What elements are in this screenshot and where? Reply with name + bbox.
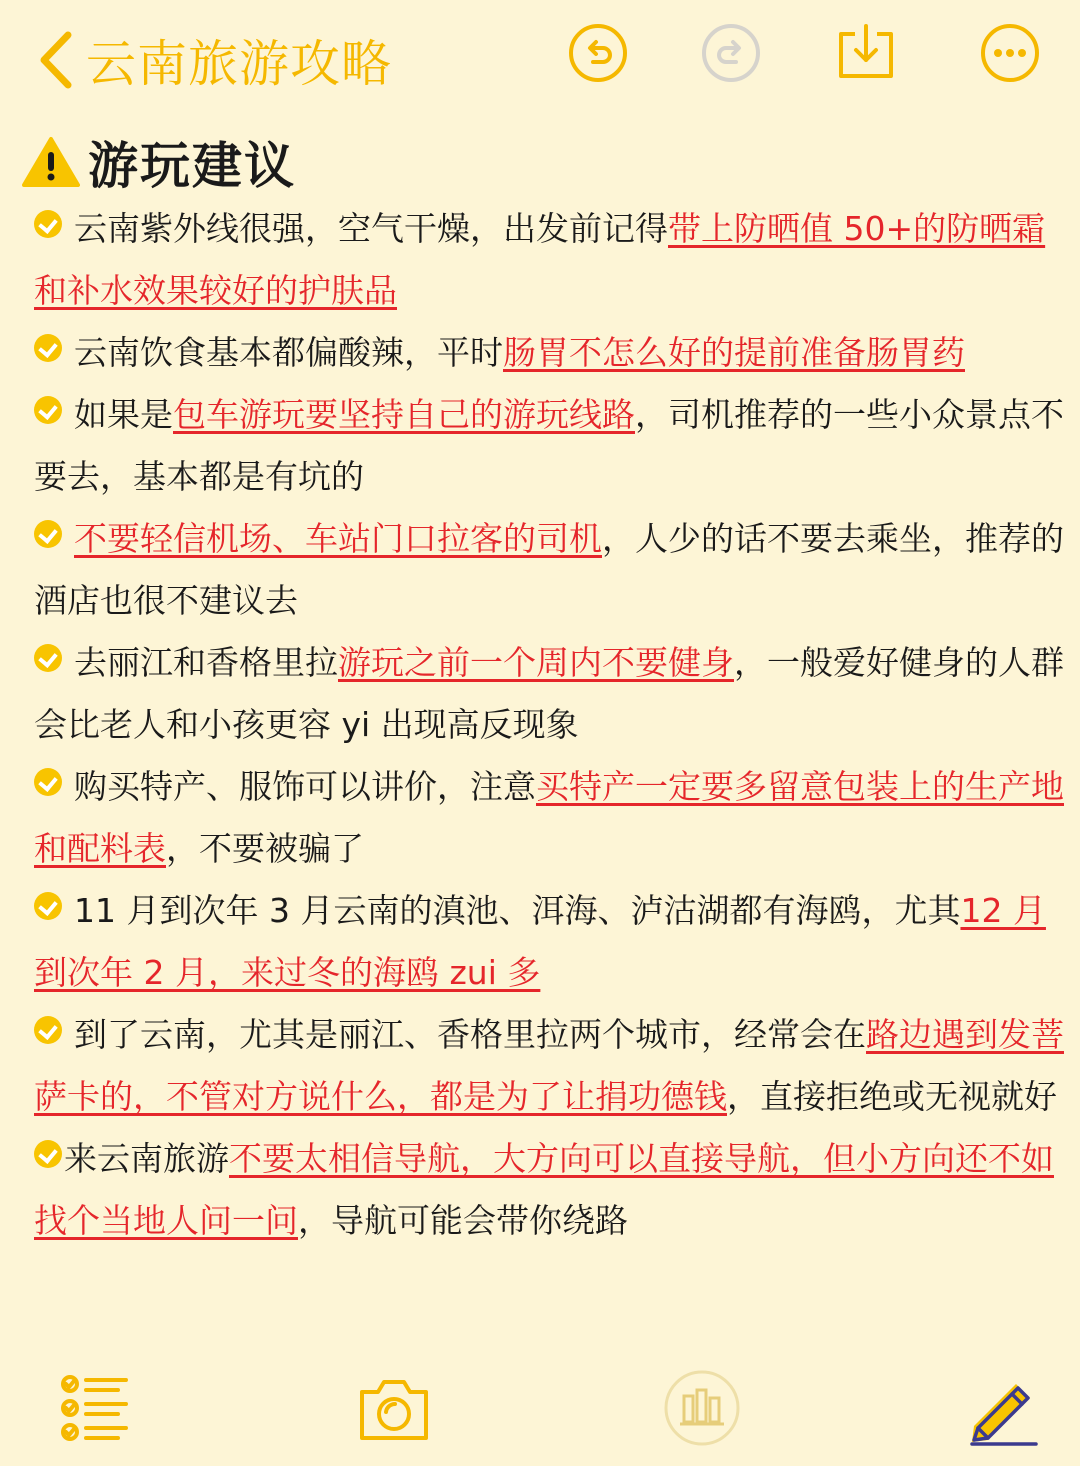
tip-highlight-text: 带上防晒值 50+的防晒霜和补水效果较好的护肤品 (34, 209, 1046, 310)
tip-highlight-text: 游玩之前一个周内不要健身 (338, 643, 734, 682)
check-icon (34, 1016, 62, 1044)
check-icon (34, 210, 62, 238)
toolbox-icon (662, 1368, 742, 1448)
tip-item (34, 880, 1064, 1004)
check-icon (34, 892, 62, 920)
camera-button[interactable] (354, 1368, 434, 1448)
tip-highlight-text: 12 月到次年 2 月，来过冬的海鸥 zui 多 (34, 891, 1046, 992)
tip-item (34, 508, 1064, 632)
more-button[interactable] (979, 22, 1041, 84)
tip-text: 11 月到次年 3 月云南的滇池、洱海、泸沽湖都有海鸥，尤其 (74, 891, 961, 930)
tip-text: 云南紫外线很强，空气干燥，出发前记得 (74, 209, 668, 248)
back-chevron-icon (36, 29, 76, 91)
tip-text: ，司机推荐的一些小众景点不要去，基本都是有坑的 (34, 395, 1064, 496)
checklist-button[interactable] (56, 1368, 136, 1448)
download-button[interactable] (835, 22, 897, 84)
tip-item (34, 198, 1064, 322)
top-toolbar (0, 0, 1080, 118)
warning-icon (22, 136, 80, 188)
tip-text: ，直接拒绝或无视就好 (727, 1077, 1057, 1116)
check-icon (34, 520, 62, 548)
edit-button[interactable] (964, 1368, 1044, 1448)
more-icon (979, 22, 1041, 84)
tip-item (34, 756, 1064, 880)
redo-button[interactable] (700, 22, 762, 84)
edit-pencil-icon (964, 1368, 1044, 1448)
tip-item (34, 1128, 1064, 1252)
tip-highlight-text: 肠胃不怎么好的提前准备肠胃药 (503, 333, 965, 372)
tip-text: ，导航可能会带你绕路 (298, 1201, 628, 1240)
toolbox-button[interactable] (662, 1368, 742, 1448)
download-icon (835, 22, 897, 84)
tip-text: 去丽江和香格里拉 (74, 643, 338, 682)
tip-item (34, 322, 1064, 384)
undo-icon (567, 22, 629, 84)
section-title: 游玩建议 (88, 137, 296, 195)
check-icon (34, 396, 62, 424)
tip-text: ，人少的话不要去乘坐，推荐的酒店也很不建议去 (34, 519, 1064, 620)
section-heading (22, 126, 296, 198)
check-icon (34, 1140, 62, 1168)
check-icon (34, 768, 62, 796)
check-icon (34, 334, 62, 362)
redo-icon (700, 22, 762, 84)
tip-text: 来云南旅游 (64, 1139, 229, 1178)
tip-item (34, 384, 1064, 508)
checklist-icon (56, 1368, 136, 1448)
tip-highlight-text: 买特产一定要多留意包装上的生产地和配料表 (34, 767, 1064, 868)
tip-text: 到了云南，尤其是丽江、香格里拉两个城市，经常会在 (74, 1015, 866, 1054)
undo-button[interactable] (567, 22, 629, 84)
tip-item (34, 632, 1064, 756)
tip-highlight-text: 路边遇到发菩萨卡的，不管对方说什么，都是为了让捐功德钱 (34, 1015, 1064, 1116)
check-icon (34, 644, 62, 672)
tip-highlight-text: 不要轻信机场、车站门口拉客的司机 (74, 519, 602, 558)
tip-highlight-text: 不要太相信导航，大方向可以直接导航，但小方向还不如找个当地人问一问 (34, 1139, 1054, 1240)
tip-text: ，一般爱好健身的人群会比老人和小孩更容 yi 出现高反现象 (34, 643, 1064, 744)
tip-text: ，不要被骗了 (166, 829, 364, 868)
back-button[interactable] (36, 20, 392, 100)
tips-list (34, 198, 1064, 1252)
tip-text: 购买特产、服饰可以讲价，注意 (74, 767, 536, 806)
bottom-toolbar (0, 1360, 1080, 1460)
tip-item (34, 1004, 1064, 1128)
camera-icon (354, 1368, 434, 1448)
tip-text: 云南饮食基本都偏酸辣，平时 (74, 333, 503, 372)
tip-text: 如果是 (74, 395, 173, 434)
page-title: 云南旅游攻略 (86, 35, 392, 93)
tip-highlight-text: 包车游玩要坚持自己的游玩线路 (173, 395, 635, 434)
